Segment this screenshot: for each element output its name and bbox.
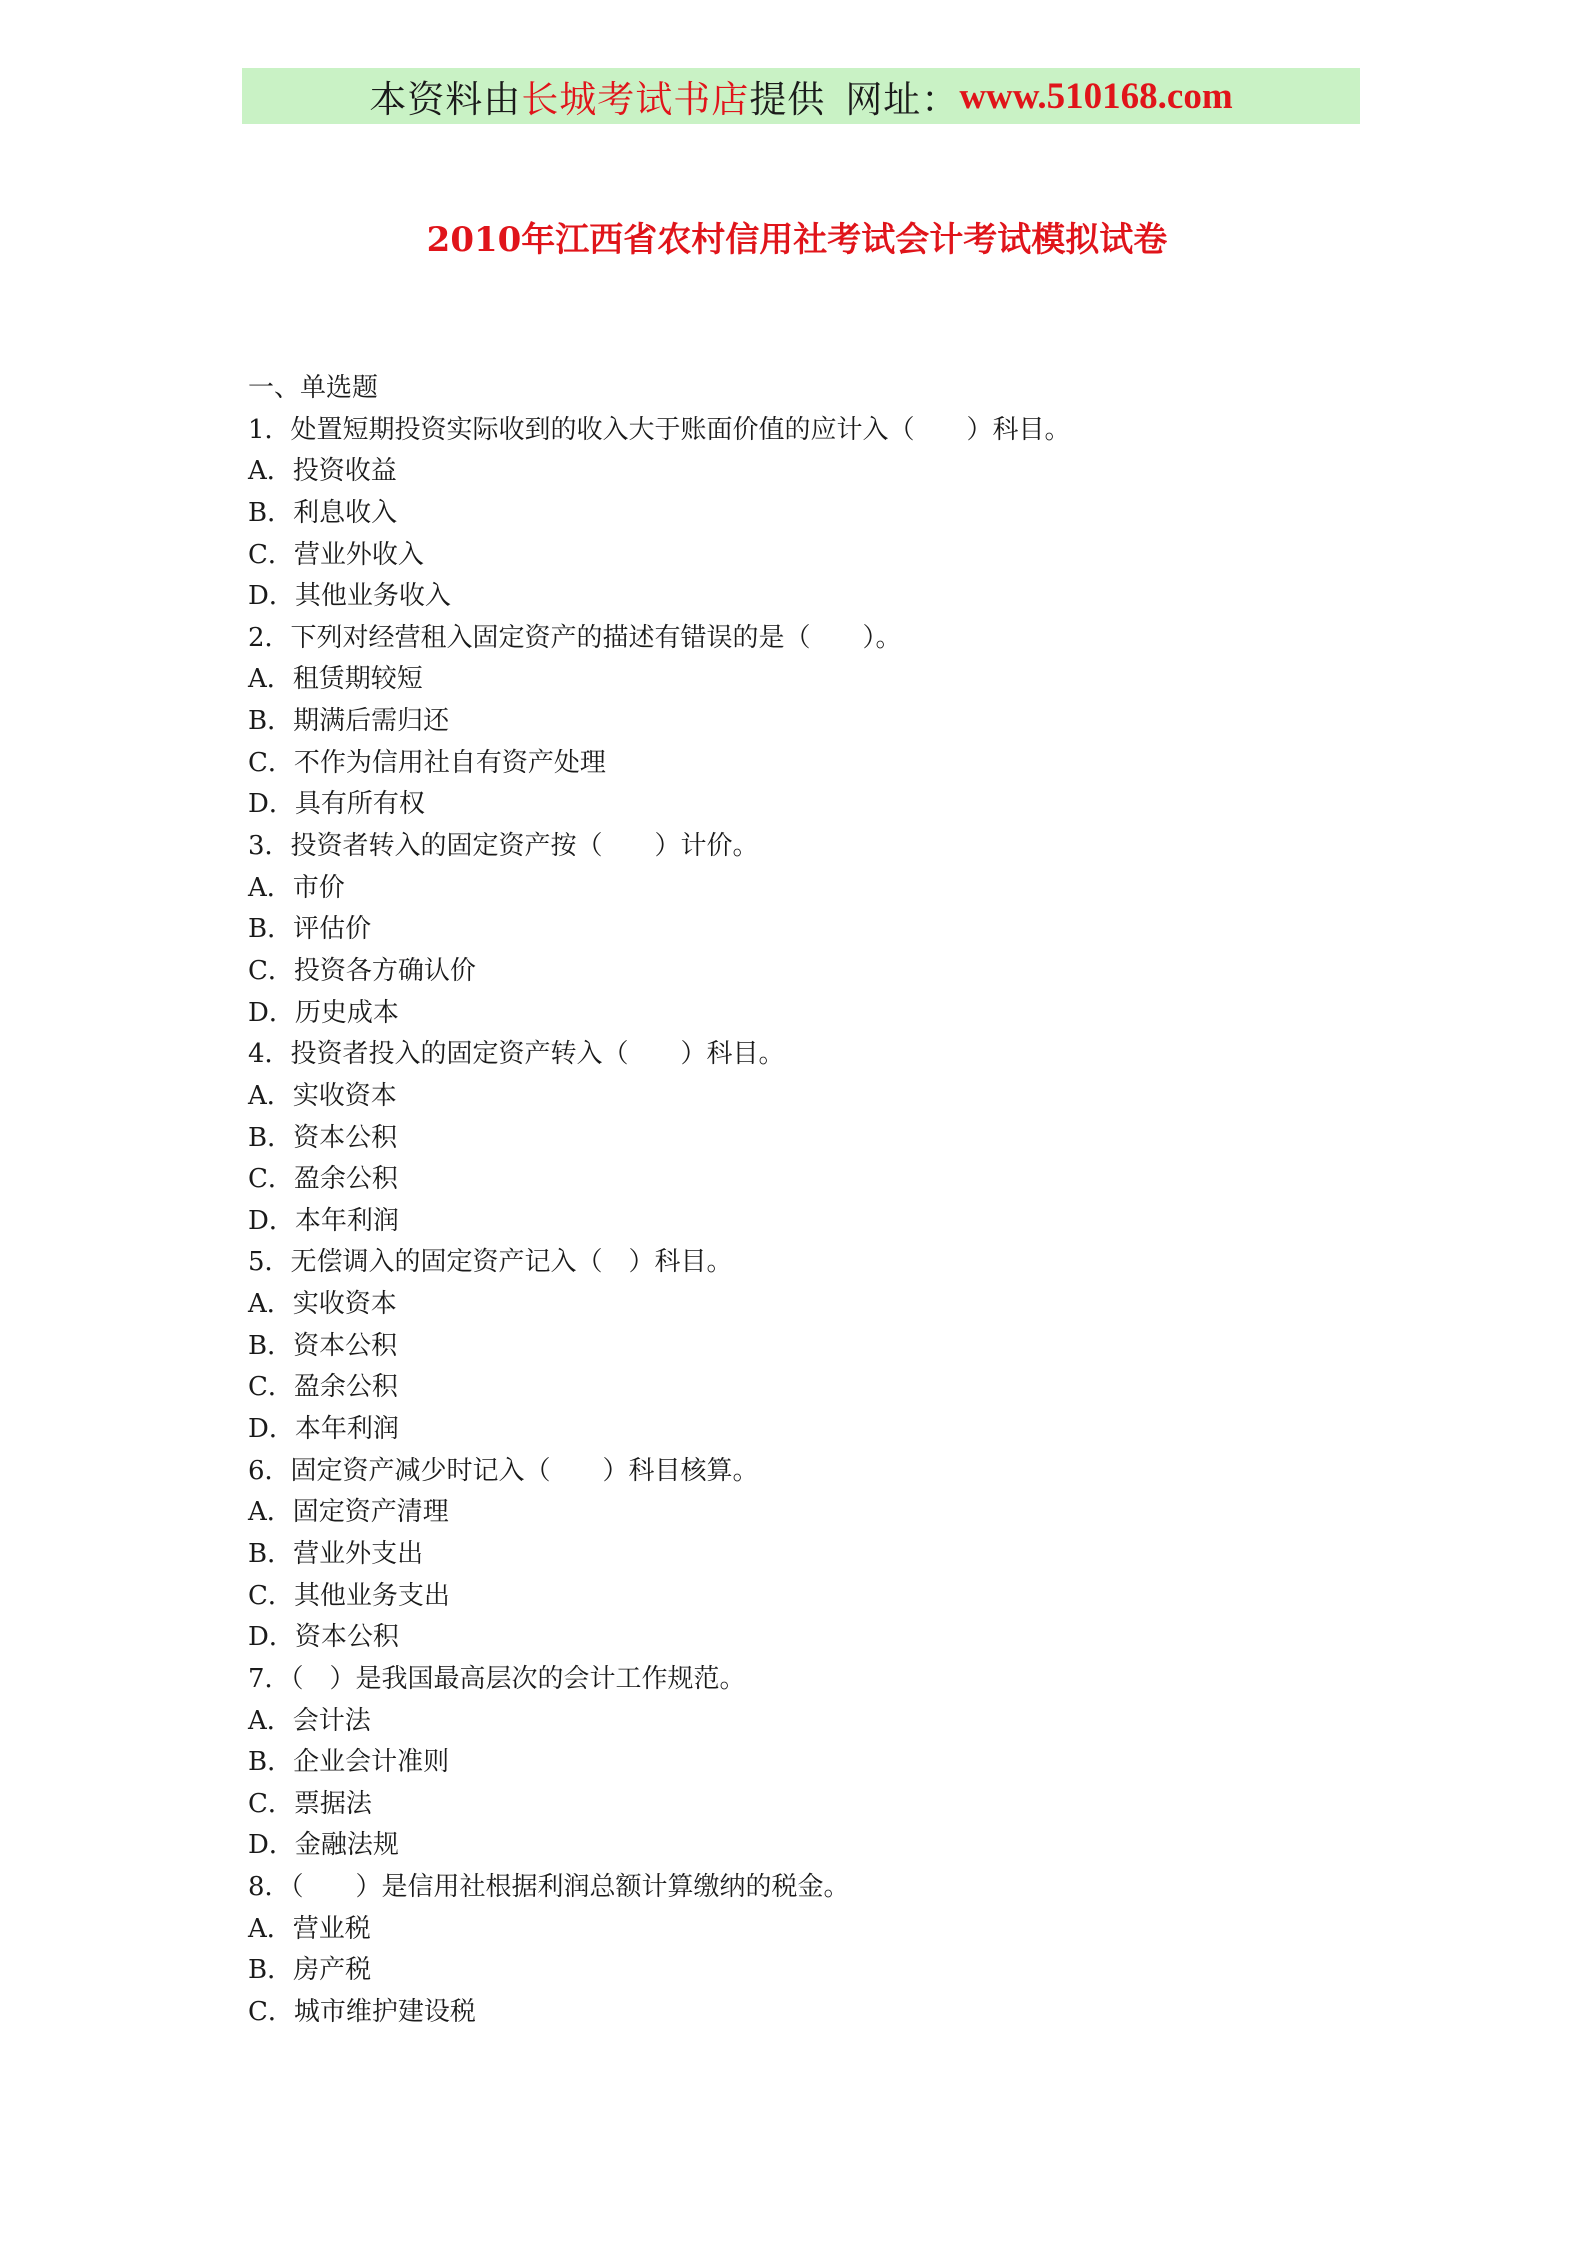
question-6: 6．固定资产减少时记入（ ）科目核算。 [248,1455,759,1486]
option-6d: D．资本公积 [248,1622,399,1653]
option-2d: D．具有所有权 [248,789,425,820]
option-1d: D．其他业务收入 [248,581,451,612]
option-1a: A．投资收益 [248,456,397,487]
option-2a: A．租赁期较短 [248,664,423,695]
header-banner [242,68,1360,124]
option-6c: C．其他业务支出 [248,1580,450,1611]
option-6a: A．固定资产清理 [248,1497,449,1528]
option-7c: C．票据法 [248,1788,372,1819]
section-heading: 一、单选题 [248,373,379,403]
question-3: 3．投资者转入的固定资产按（ ）计价。 [248,831,759,862]
question-8: 8．（ ）是信用社根据利润总额计算缴纳的税金。 [248,1872,850,1903]
banner-url-label: 网址： [845,78,960,121]
question-7: 7．（ ）是我国最高层次的会计工作规范。 [248,1663,746,1694]
option-3b: B．评估价 [248,914,372,945]
option-5a: A．实收资本 [248,1289,397,1320]
question-5: 5．无偿调入的固定资产记入（ ）科目。 [248,1247,733,1278]
option-2b: B．期满后需归还 [248,706,450,737]
option-3c: C．投资各方确认价 [248,955,476,986]
option-8c: C．城市维护建设税 [248,1996,476,2027]
option-4c: C．盈余公积 [248,1164,398,1195]
option-5b: B．资本公积 [248,1330,398,1361]
option-3d: D．历史成本 [248,997,399,1028]
question-1: 1．处置短期投资实际收到的收入大于账面价值的应计入（ ）科目。 [248,414,1071,445]
option-1c: C．营业外收入 [248,539,424,570]
option-2c: C．不作为信用社自有资产处理 [248,747,606,778]
option-7a: A．会计法 [248,1705,371,1736]
banner-store-name: 长城考试书店 [521,78,750,121]
option-8b: B．房产税 [248,1955,372,1986]
document-title: 2010年江西省农村信用社考试会计考试模拟试卷 [426,220,1168,260]
option-1b: B．利息收入 [248,497,398,528]
question-list [248,368,1348,2034]
question-4: 4．投资者投入的固定资产转入（ ）科目。 [248,1039,785,1070]
banner-provider: 提供 [749,78,826,121]
option-6b: B．营业外支出 [248,1538,424,1569]
option-3a: A．市价 [248,872,345,903]
option-7b: B．企业会计准则 [248,1747,450,1778]
option-4b: B．资本公积 [248,1122,398,1153]
option-7d: D．金融法规 [248,1830,399,1861]
option-4d: D．本年利润 [248,1205,399,1236]
question-2: 2．下列对经营租入固定资产的描述有错误的是（ ）。 [248,622,902,653]
option-4a: A．实收资本 [248,1080,397,1111]
option-5d: D．本年利润 [248,1414,399,1445]
option-8a: A．营业税 [248,1913,371,1944]
option-5c: C．盈余公积 [248,1372,398,1403]
banner-url: www.510168.com [959,75,1233,117]
banner-prefix: 本资料由 [369,78,522,121]
